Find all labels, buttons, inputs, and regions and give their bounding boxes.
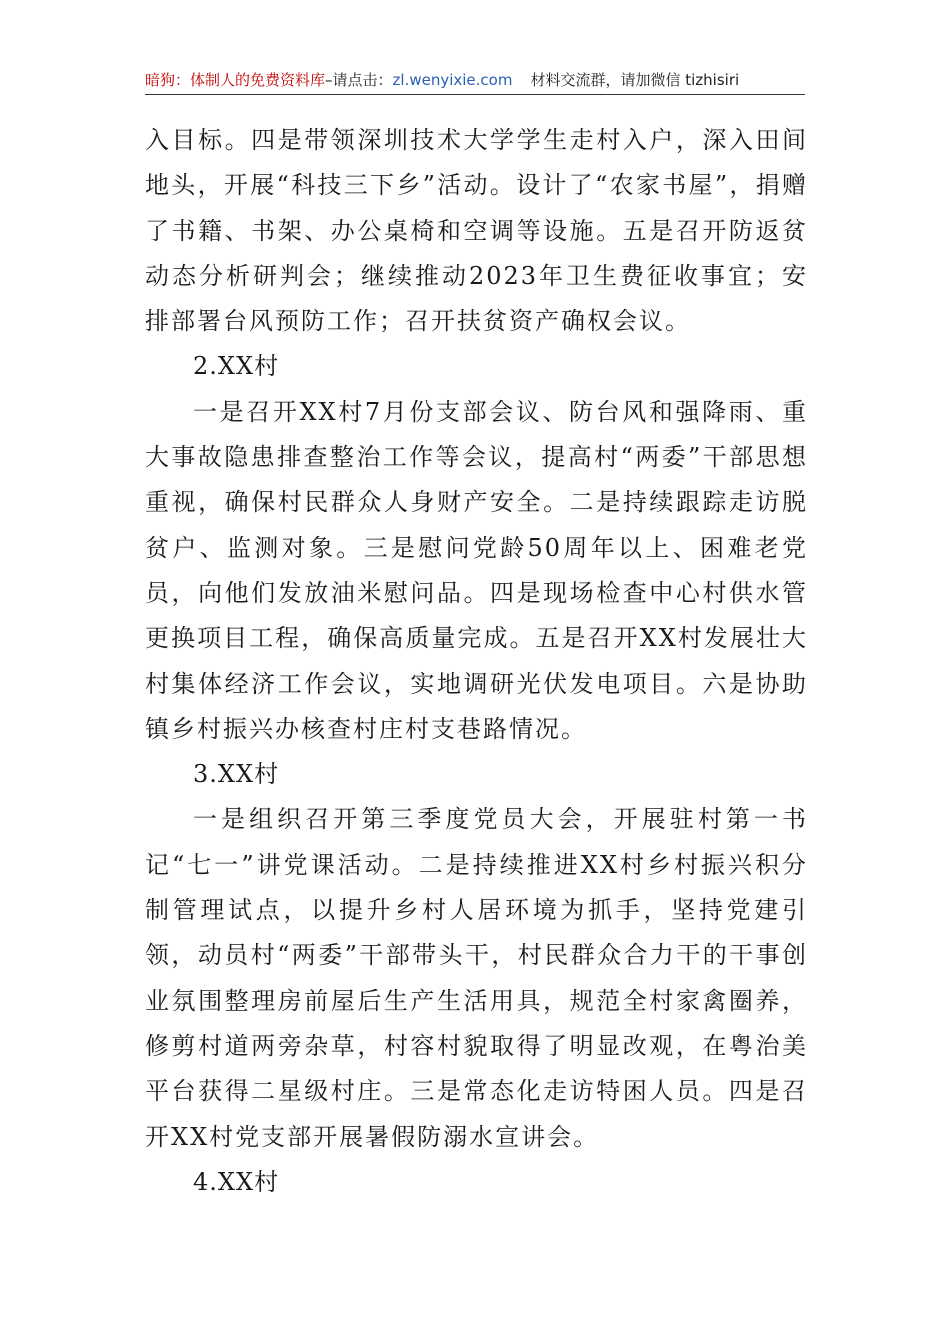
header-brand: 暗狗：体制人的免费资料库 [145, 71, 326, 89]
header-prompt: –请点击： [325, 71, 393, 89]
section-paragraph: 一是组织召开第三季度党员大会，开展驻村第一书记“七一”讲党课活动。二是持续推进XX村乡村振兴积分制管理试点，以提升乡村人居环境为抓手，坚持党建引领，动员村“两委”干部带头干，村民群众合力干的干事创业氛围整理房前屋后生产生活用具，规范全村家禽圈养，修剪村道两旁杂草，村容村貌取得了明显改观，在粤治美平台获得二星级村庄。三是常态化走访特困人员。四是召开XX村党支部开展暑假防溺水宣讲会。 [145, 805, 808, 1151]
header-wechat: 材料交流群，请加微信 tizhisiri [530, 71, 740, 89]
header-link[interactable]: zl.wenyixie.com [392, 71, 513, 89]
page-header [145, 68, 805, 95]
section-heading: 4.XX村 [193, 1167, 280, 1196]
section-paragraph: 一是召开XX村7月份支部会议、防台风和强降雨、重大事故隐患排查整治工作等会议，提高村“两委”干部思想重视，确保村民群众人身财产安全。二是持续跟踪走访脱贫户、监测对象。三是慰问党龄50周年以上、困难老党员，向他们发放油米慰问品。四是现场检查中心村供水管更换项目工程，确保高质量完成。五是召开XX村发展壮大村集体经济工作会议，实地调研光伏发电项目。六是协助镇乡村振兴办核查村庄村支巷路情况。 [145, 397, 808, 743]
section-heading: 2.XX村 [193, 352, 280, 381]
section-heading: 3.XX村 [193, 760, 280, 789]
document-body [145, 118, 808, 1205]
intro-paragraph: 入目标。四是带领深圳技术大学学生走村入户，深入田间地头，开展“科技三下乡”活动。设计了“农家书屋”，捐赠了书籍、书架、办公桌椅和空调等设施。五是召开防返贫动态分析研判会；继续推动2023年卫生费征收事宜；安排部署台风预防工作；召开扶贫资产确权会议。 [145, 126, 808, 336]
